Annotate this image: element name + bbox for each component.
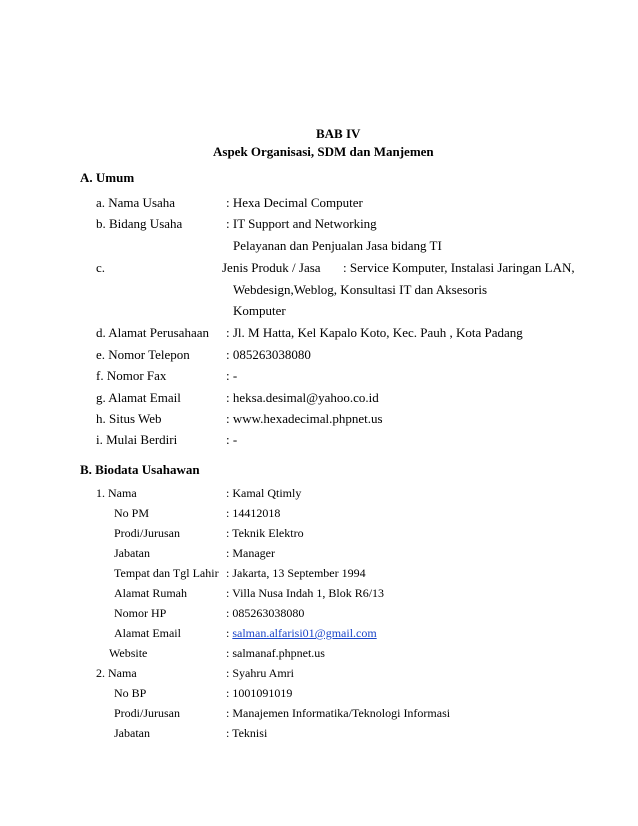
row-label: 2. Nama <box>96 666 137 680</box>
row-value: Webdesign,Weblog, Konsultasi IT dan Aksesoris <box>233 282 488 297</box>
row-value: : Manager <box>226 546 275 560</box>
row-label: No PM <box>114 506 150 520</box>
row-value: : 1001091019 <box>226 686 293 700</box>
row-label: No BP <box>114 686 147 700</box>
row-label: e. Nomor Telepon <box>96 347 190 362</box>
row-label: Jabatan <box>114 546 150 560</box>
row-value: : 14412018 <box>226 506 281 520</box>
row-value: : Hexa Decimal Computer <box>226 195 363 210</box>
row-value: : IT Support and Networking <box>226 216 377 231</box>
row-value: : 085263038080 <box>226 347 311 362</box>
row-label: Nomor HP <box>114 606 167 620</box>
row-label: 1. Nama <box>96 486 137 500</box>
row-value: : Kamal Qtimly <box>226 486 302 500</box>
row-value: Pelayanan dan Penjualan Jasa bidang TI <box>233 238 442 253</box>
row-value: : 085263038080 <box>226 606 305 620</box>
row-value: : Manajemen Informatika/Teknologi Informasi <box>226 706 451 720</box>
row-value: : Jakarta, 13 September 1994 <box>226 566 366 580</box>
row-value: Komputer <box>233 303 286 318</box>
row-value: : Villa Nusa Indah 1, Blok R6/13 <box>226 586 385 600</box>
email-link[interactable]: salman.alfarisi01@gmail.com <box>232 626 377 640</box>
row-value: : Teknisi <box>226 726 268 740</box>
row-value: : heksa.desimal@yahoo.co.id <box>226 390 379 405</box>
row-value: : salmanaf.phpnet.us <box>226 646 325 660</box>
row-label: Prodi/Jurusan <box>114 526 180 540</box>
section-a-heading: A. Umum <box>80 170 135 185</box>
row-value: : www.hexadecimal.phpnet.us <box>226 411 383 426</box>
row-value: : Jl. M Hatta, Kel Kapalo Koto, Kec. Pauh , Kota Padang <box>226 325 523 340</box>
row-label: b. Bidang Usaha <box>96 216 183 231</box>
row-label: h. Situs Web <box>96 411 162 426</box>
email-row-value <box>226 626 377 641</box>
colon-prefix: : <box>226 626 233 640</box>
row-label: i. Mulai Berdiri <box>96 432 178 447</box>
row-value: : - <box>226 368 238 383</box>
row-label: f. Nomor Fax <box>96 368 167 383</box>
chapter-subtitle: Aspek Organisasi, SDM dan Manjemen <box>213 144 434 159</box>
row-value: : Syahru Amri <box>226 666 294 680</box>
row-value: : Teknik Elektro <box>226 526 304 540</box>
row-value: : - <box>226 432 238 447</box>
row-label: Website <box>109 646 148 660</box>
section-b-heading: B. Biodata Usahawan <box>80 462 200 477</box>
row-label: Tempat dan Tgl Lahir <box>114 566 219 580</box>
row-label: c. <box>96 260 106 275</box>
row-label: Alamat Rumah <box>114 586 187 600</box>
chapter-title: BAB IV <box>316 126 361 141</box>
row-label: g. Alamat Email <box>96 390 181 405</box>
row-label: Alamat Email <box>114 626 181 640</box>
row-label: d. Alamat Perusahaan <box>96 325 209 340</box>
row-label: Jabatan <box>114 726 150 740</box>
row-label: Prodi/Jurusan <box>114 706 180 720</box>
row-label: a. Nama Usaha <box>96 195 176 210</box>
row-value: Jenis Produk / Jasa <box>222 260 321 275</box>
row-value: : Service Komputer, Instalasi Jaringan LAN, <box>343 260 575 275</box>
